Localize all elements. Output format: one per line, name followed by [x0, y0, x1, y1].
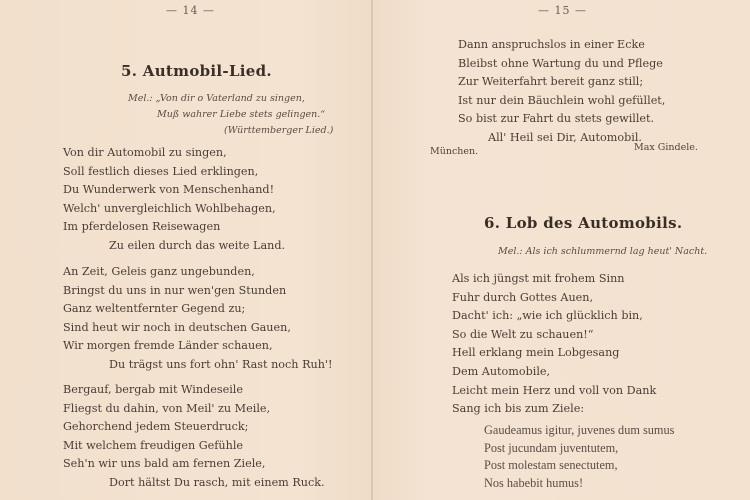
verse-line: Zur Weiterfahrt bereit ganz still; [458, 75, 644, 89]
verse-line: Mit welchem freudigen Gefühle [63, 438, 244, 452]
verse-line: An Zeit, Geleis ganz ungebunden, [63, 265, 255, 278]
verse-line: Dort hältst Du rasch, mit einem Ruck. [109, 475, 325, 489]
verse-line: Du trägst uns fort ohn' Rast noch Ruh'! [109, 357, 333, 371]
verse-line: Fuhr durch Gottes Auen, [452, 290, 594, 304]
page-number-right: — 15 — [538, 4, 587, 17]
verse-line: All' Heil sei Dir, Automobil. [488, 130, 642, 144]
verse-line: Zu eilen durch das weite Land. [109, 238, 286, 252]
verse-line: Dann anspruchslos in einer Ecke [458, 38, 645, 51]
stanza-1 [63, 144, 285, 256]
refrain-line: Post jucundam juventutem, [484, 440, 619, 455]
signature-author: Max Gindele. [634, 142, 698, 153]
refrain-line: Post molestam senectutem, [484, 458, 618, 472]
verse-line: Bleibst ohne Wartung du und Pflege [458, 56, 663, 70]
song-title-5: 5. Autmobil-Lied. [121, 62, 272, 80]
verse-line: Sind heut wir noch in deutschen Gauen, [63, 320, 291, 334]
stanza-2 [63, 263, 332, 375]
verse-line: Soll festlich dieses Lied erklingen, [63, 164, 259, 178]
verse-line: Dem Automobile, [452, 364, 551, 378]
latin-refrain [484, 422, 674, 492]
verse-line: Wir morgen fremde Länder schauen, [63, 339, 273, 353]
verse-line: So die Welt zu schauen!“ [452, 327, 594, 341]
verse-line: Hell erklang mein Lobgesang [452, 346, 620, 360]
verse-line: Als ich jüngst mit frohem Sinn [452, 272, 625, 285]
verse-line: Bergauf, bergab mit Windeseile [63, 383, 244, 396]
verse-line: Von dir Automobil zu singen, [63, 146, 227, 159]
verse-line: Leicht mein Herz und voll von Dank [452, 383, 657, 397]
verse-line: So bist zur Fahrt du stets gewillet. [458, 112, 655, 126]
verse-line: Im pferdelosen Reisewagen [63, 220, 221, 234]
song-title-6: 6. Lob des Automobils. [484, 214, 683, 232]
stanza-song-6 [452, 270, 656, 419]
verse-line: Du Wunderwerk von Menschenhand! [63, 183, 275, 197]
verse-line: Seh'n wir uns bald am fernen Ziele, [63, 457, 266, 471]
book-gutter [371, 0, 373, 500]
refrain-line: Gaudeamus igitur, juvenes dum sumus [484, 423, 675, 437]
melody-source: (Württemberger Lied.) [224, 125, 334, 136]
verse-line: Ist nur dein Bäuchlein wohl gefüllet, [458, 93, 666, 107]
verse-line: Dacht' ich: „wie ich glücklich bin, [452, 309, 643, 323]
verse-line: Fliegst du dahin, von Meil' zu Meile, [63, 401, 271, 415]
verse-line: Bringst du uns in nur wen'gen Stunden [63, 283, 287, 297]
continued-stanza [458, 36, 665, 148]
melody-line: Mel.: Als ich schlummernd lag heut' Nacht. [498, 246, 708, 257]
verse-line: Ganz weltentfernter Gegend zu; [63, 302, 246, 316]
stanza-3 [63, 381, 325, 493]
verse-line: Sang ich bis zum Ziele: [452, 402, 585, 416]
page-number-left: — 14 — [166, 4, 215, 17]
melody-line-2: Muß wahrer Liebe stets gelingen.“ [157, 109, 326, 120]
verse-line: Gehorchend jedem Steuerdruck; [63, 420, 249, 434]
signature-place: München. [430, 146, 479, 157]
verse-line: Welch' unvergleichlich Wohlbehagen, [63, 201, 276, 215]
refrain-line: Nos habebit humus! [484, 475, 584, 490]
melody-line-1: Mel.: „Von dir o Vaterland zu singen, [128, 93, 305, 104]
